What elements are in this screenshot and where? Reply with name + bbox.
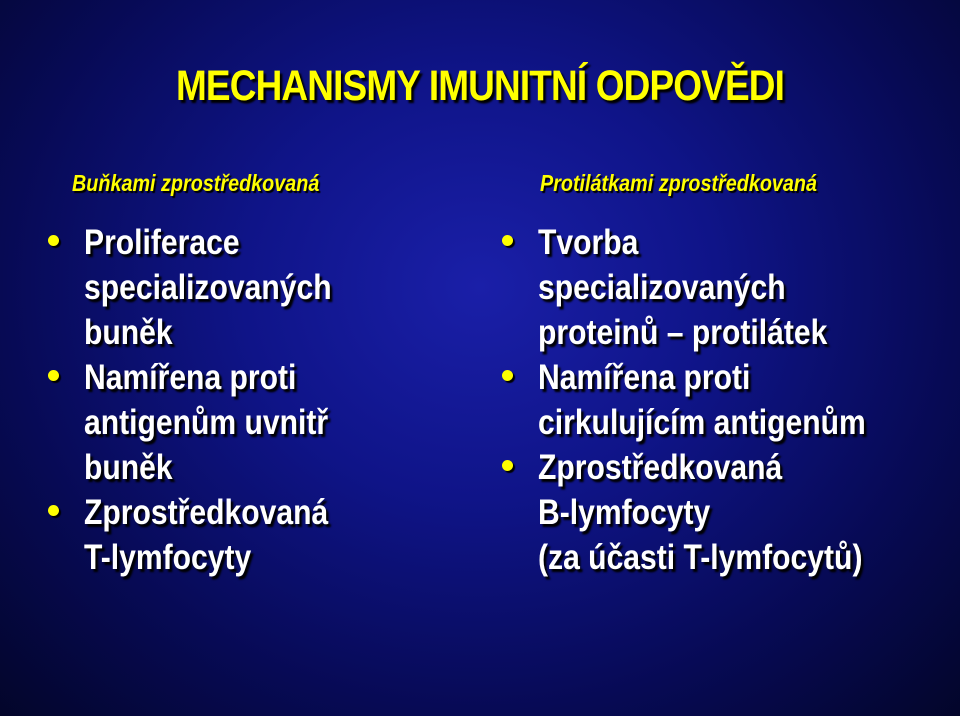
bullet-dot-icon: [502, 370, 513, 381]
left-bullet-item-1: [44, 220, 464, 355]
bullet-line: Zprostředkovaná: [84, 493, 329, 532]
bullet-dot-icon: [502, 460, 513, 471]
bullet-text: [538, 355, 899, 445]
bullet-line: proteinů – protilátek: [538, 313, 828, 352]
bullet-line: cirkulujícím antigenům: [538, 403, 866, 442]
right-column-heading: Protilátkami zprostředkovaná: [540, 170, 818, 196]
bullet-text: [84, 355, 411, 490]
bullet-dot-icon: [48, 235, 59, 246]
bullet-line: buněk: [84, 448, 173, 487]
bullet-text: [538, 445, 899, 580]
bullet-line: antigenům uvnitř: [84, 403, 329, 442]
left-bullet-list: [44, 220, 464, 580]
bullet-dot-icon: [48, 505, 59, 516]
bullet-line: Namířena proti: [538, 358, 751, 397]
bullet-line: specializovaných: [84, 268, 332, 307]
bullet-dot-icon: [48, 370, 59, 381]
slide-title: MECHANISMY IMUNITNÍ ODPOVĚDI: [175, 62, 785, 110]
left-bullet-item-2: [44, 355, 464, 490]
right-bullet-item-1: [498, 220, 958, 355]
bullet-line: Namířena proti: [84, 358, 297, 397]
right-bullet-item-3: [498, 445, 958, 580]
bullet-line: Proliferace: [84, 223, 240, 262]
right-bullet-list: [498, 220, 958, 580]
bullet-text: [84, 220, 411, 355]
bullet-line: Zprostředkovaná: [538, 448, 783, 487]
bullet-line: buněk: [84, 313, 173, 352]
bullet-text: [538, 220, 899, 355]
bullet-line: specializovaných: [538, 268, 786, 307]
bullet-line: T-lymfocyty: [84, 538, 252, 577]
right-bullet-item-2: [498, 355, 958, 445]
bullet-line: (za účasti T-lymfocytů): [538, 538, 863, 577]
bullet-text: [84, 490, 411, 580]
left-bullet-item-3: [44, 490, 464, 580]
bullet-line: B-lymfocyty: [538, 493, 711, 532]
bullet-line: Tvorba: [538, 223, 639, 262]
left-column-heading: Buňkami zprostředkovaná: [72, 170, 320, 196]
bullet-dot-icon: [502, 235, 513, 246]
